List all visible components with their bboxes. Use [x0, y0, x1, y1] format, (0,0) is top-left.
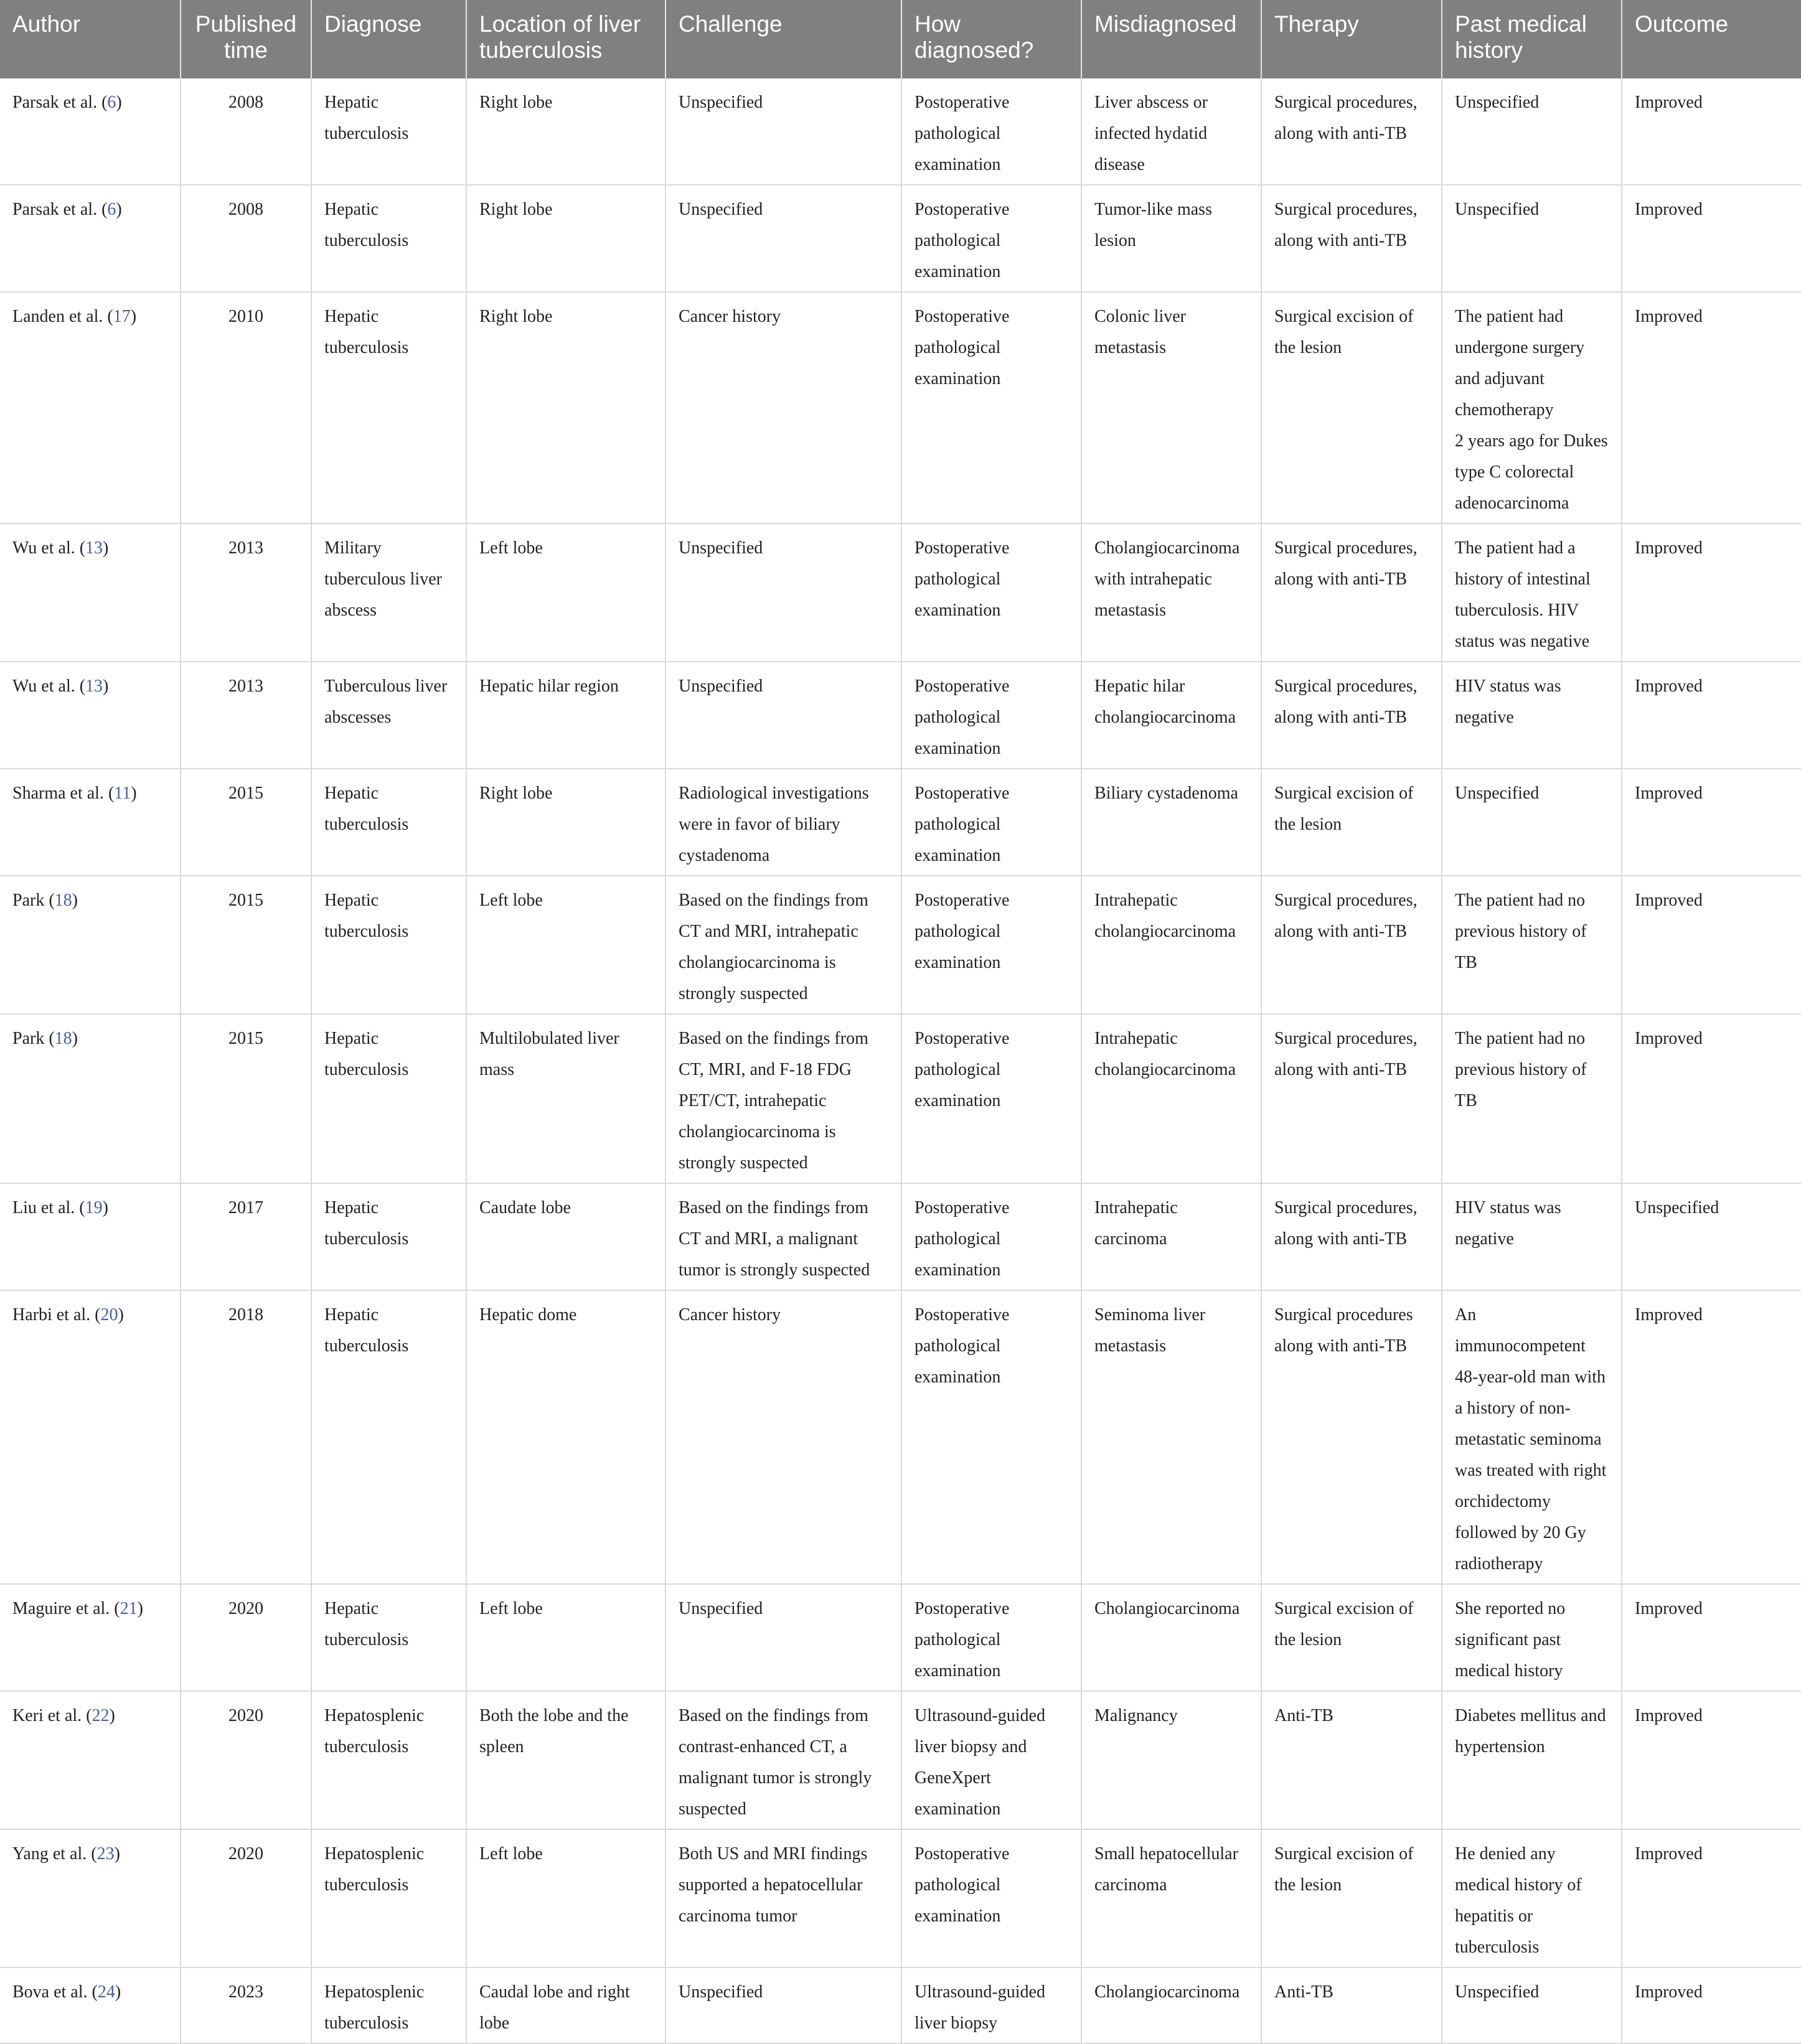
published-time-cell: 2023 — [181, 1967, 311, 2043]
diagnose-cell: Hepatic tuberculosis — [311, 185, 466, 292]
reference-link[interactable]: 18 — [54, 891, 72, 910]
misdiagnosed-cell: Tumor-like mass lesion — [1081, 185, 1261, 292]
therapy-cell: Surgical excision of the lesion — [1261, 292, 1442, 523]
diagnose-cell: Tuberculous liver abscesses — [311, 662, 466, 769]
table-row — [0, 78, 1801, 185]
reference-link[interactable]: 22 — [92, 1706, 110, 1725]
published-time-cell: 2015 — [181, 1014, 311, 1183]
challenge-cell: Cancer history — [665, 292, 901, 523]
past-medical-history-cell: Unspecified — [1442, 1967, 1622, 2043]
therapy-cell: Surgical procedures, along with anti-TB — [1261, 185, 1442, 292]
reference-link[interactable]: 21 — [120, 1599, 138, 1618]
challenge-cell: Based on the findings from contrast-enhanced CT, a malignant tumor is strongly suspected — [665, 1691, 901, 1829]
reference-link[interactable]: 19 — [85, 1198, 103, 1217]
published-time-cell: 2015 — [181, 876, 311, 1014]
reference-close-paren: ) — [137, 1599, 143, 1618]
how-diagnosed-cell: Postoperative pathological examination — [901, 185, 1081, 292]
author-cell — [0, 1691, 181, 1829]
misdiagnosed-cell: Small hepatocellular carcinoma — [1081, 1829, 1261, 1967]
column-header-how-diagnosed: How diagnosed? — [901, 0, 1081, 78]
author-cell — [0, 1183, 181, 1290]
how-diagnosed-cell: Postoperative pathological examination — [901, 1014, 1081, 1183]
diagnose-cell: Hepatic tuberculosis — [311, 292, 466, 523]
table-row — [0, 769, 1801, 876]
location-cell: Left lobe — [466, 1584, 665, 1691]
author-cell — [0, 1584, 181, 1691]
past-medical-history-cell: HIV status was negative — [1442, 1183, 1622, 1290]
table-row — [0, 1584, 1801, 1691]
author-name: Harbi et al. ( — [12, 1305, 101, 1324]
table-row — [0, 1290, 1801, 1584]
past-medical-history-cell: He denied any medical history of hepatitis or tuberculosis — [1442, 1829, 1622, 1967]
diagnose-cell: Hepatic tuberculosis — [311, 876, 466, 1014]
past-medical-history-cell: The patient had no previous history of TB — [1442, 876, 1622, 1014]
author-name: Keri et al. ( — [12, 1706, 92, 1725]
past-medical-history-cell: She reported no significant past medical history — [1442, 1584, 1622, 1691]
reference-link[interactable]: 17 — [113, 307, 131, 326]
table-row — [0, 1967, 1801, 2043]
misdiagnosed-cell: Cholangiocarcinoma — [1081, 1967, 1261, 2043]
column-header-past-medical-history: Past medical history — [1442, 0, 1622, 78]
therapy-cell: Surgical procedures along with anti-TB — [1261, 1290, 1442, 1584]
published-time-cell: 2015 — [181, 769, 311, 876]
how-diagnosed-cell: Ultrasound-guided liver biopsy and GeneXpert examination — [901, 1691, 1081, 1829]
reference-close-paren: ) — [130, 307, 137, 326]
how-diagnosed-cell: Postoperative pathological examination — [901, 78, 1081, 185]
therapy-cell: Surgical procedures, along with anti-TB — [1261, 78, 1442, 185]
diagnose-cell: Hepatosplenic tuberculosis — [311, 1967, 466, 2043]
table-row — [0, 1183, 1801, 1290]
location-cell: Right lobe — [466, 292, 665, 523]
table-header-row — [0, 0, 1801, 78]
author-name: Liu et al. ( — [12, 1198, 85, 1217]
reference-close-paren: ) — [72, 1029, 78, 1048]
author-cell — [0, 78, 181, 185]
past-medical-history-cell: The patient had no previous history of TB — [1442, 1014, 1622, 1183]
past-medical-history-cell: Unspecified — [1442, 185, 1622, 292]
author-name: Parsak et al. ( — [12, 200, 108, 219]
author-cell — [0, 1967, 181, 2043]
how-diagnosed-cell: Postoperative pathological examination — [901, 292, 1081, 523]
author-name: Park ( — [12, 1029, 55, 1048]
outcome-cell: Improved — [1622, 523, 1801, 662]
reference-close-paren: ) — [116, 200, 122, 219]
how-diagnosed-cell: Postoperative pathological examination — [901, 1183, 1081, 1290]
author-cell — [0, 523, 181, 662]
reference-link[interactable]: 6 — [107, 200, 116, 219]
location-cell: Caudal lobe and right lobe — [466, 1967, 665, 2043]
outcome-cell: Improved — [1622, 185, 1801, 292]
location-cell: Right lobe — [466, 78, 665, 185]
outcome-cell: Improved — [1622, 662, 1801, 769]
author-cell — [0, 185, 181, 292]
how-diagnosed-cell: Postoperative pathological examination — [901, 769, 1081, 876]
outcome-cell: Improved — [1622, 1014, 1801, 1183]
past-medical-history-cell: The patient had undergone surgery and adjuvant chemotherapy 2 years ago for Dukes type C colorectal adenocarcinoma — [1442, 292, 1622, 523]
therapy-cell: Surgical procedures, along with anti-TB — [1261, 523, 1442, 662]
outcome-cell: Improved — [1622, 1584, 1801, 1691]
reference-link[interactable]: 13 — [85, 677, 103, 696]
outcome-cell: Improved — [1622, 1829, 1801, 1967]
misdiagnosed-cell: Cholangiocarcinoma — [1081, 1584, 1261, 1691]
reference-link[interactable]: 23 — [96, 1844, 115, 1864]
diagnose-cell: Hepatic tuberculosis — [311, 1183, 466, 1290]
table-row — [0, 292, 1801, 523]
published-time-cell: 2013 — [181, 662, 311, 769]
table-body — [0, 78, 1801, 2043]
misdiagnosed-cell: Colonic liver metastasis — [1081, 292, 1261, 523]
outcome-cell: Unspecified — [1622, 1183, 1801, 1290]
reference-close-paren: ) — [118, 1305, 124, 1324]
how-diagnosed-cell: Ultrasound-guided liver biopsy — [901, 1967, 1081, 2043]
table-row — [0, 185, 1801, 292]
how-diagnosed-cell: Postoperative pathological examination — [901, 1829, 1081, 1967]
outcome-cell: Improved — [1622, 1691, 1801, 1829]
author-cell — [0, 1829, 181, 1967]
reference-close-paren: ) — [131, 784, 137, 803]
diagnose-cell: Military tuberculous liver abscess — [311, 523, 466, 662]
author-name: Sharma et al. ( — [12, 784, 115, 803]
challenge-cell: Based on the findings from CT and MRI, a malignant tumor is strongly suspected — [665, 1183, 901, 1290]
past-medical-history-cell: Diabetes mellitus and hypertension — [1442, 1691, 1622, 1829]
reference-link[interactable]: 13 — [85, 538, 103, 558]
misdiagnosed-cell: Hepatic hilar cholangiocarcinoma — [1081, 662, 1261, 769]
therapy-cell: Surgical excision of the lesion — [1261, 769, 1442, 876]
table-row — [0, 1014, 1801, 1183]
reference-close-paren: ) — [114, 1844, 120, 1864]
reference-link[interactable]: 11 — [114, 784, 131, 803]
challenge-cell: Unspecified — [665, 185, 901, 292]
published-time-cell: 2008 — [181, 78, 311, 185]
reference-link[interactable]: 20 — [100, 1305, 118, 1324]
diagnose-cell: Hepatic tuberculosis — [311, 78, 466, 185]
author-cell — [0, 1014, 181, 1183]
author-name: Park ( — [12, 891, 55, 910]
location-cell: Left lobe — [466, 1829, 665, 1967]
reference-close-paren: ) — [109, 1706, 115, 1725]
past-medical-history-cell: Unspecified — [1442, 769, 1622, 876]
author-cell — [0, 876, 181, 1014]
challenge-cell: Unspecified — [665, 662, 901, 769]
author-name: Yang et al. ( — [12, 1844, 97, 1864]
author-cell — [0, 292, 181, 523]
challenge-cell: Unspecified — [665, 523, 901, 662]
table-row — [0, 876, 1801, 1014]
location-cell: Right lobe — [466, 185, 665, 292]
challenge-cell: Unspecified — [665, 1584, 901, 1691]
diagnose-cell: Hepatic tuberculosis — [311, 769, 466, 876]
diagnose-cell: Hepatosplenic tuberculosis — [311, 1691, 466, 1829]
diagnose-cell: Hepatic tuberculosis — [311, 1014, 466, 1183]
author-cell — [0, 662, 181, 769]
past-medical-history-cell: Unspecified — [1442, 78, 1622, 185]
reference-link[interactable]: 6 — [107, 93, 116, 112]
how-diagnosed-cell: Postoperative pathological examination — [901, 1584, 1081, 1691]
misdiagnosed-cell: Intrahepatic cholangiocarcinoma — [1081, 1014, 1261, 1183]
author-name: Wu et al. ( — [12, 538, 86, 558]
therapy-cell: Surgical excision of the lesion — [1261, 1584, 1442, 1691]
published-time-cell: 2020 — [181, 1584, 311, 1691]
location-cell: Left lobe — [466, 876, 665, 1014]
column-header-outcome: Outcome — [1622, 0, 1801, 78]
outcome-cell: Improved — [1622, 876, 1801, 1014]
location-cell: Left lobe — [466, 523, 665, 662]
author-cell — [0, 1290, 181, 1584]
misdiagnosed-cell: Intrahepatic carcinoma — [1081, 1183, 1261, 1290]
reference-link[interactable]: 24 — [97, 1982, 115, 2002]
column-header-challenge: Challenge — [665, 0, 901, 78]
author-cell — [0, 769, 181, 876]
how-diagnosed-cell: Postoperative pathological examination — [901, 1290, 1081, 1584]
reference-close-paren: ) — [115, 1982, 121, 2002]
column-header-diagnose: Diagnose — [311, 0, 466, 78]
outcome-cell: Improved — [1622, 78, 1801, 185]
reference-link[interactable]: 18 — [54, 1029, 72, 1048]
published-time-cell: 2020 — [181, 1829, 311, 1967]
outcome-cell: Improved — [1622, 769, 1801, 876]
published-time-cell: 2017 — [181, 1183, 311, 1290]
challenge-cell: Both US and MRI findings supported a hepatocellular carcinoma tumor — [665, 1829, 901, 1967]
location-cell: Caudate lobe — [466, 1183, 665, 1290]
location-cell: Hepatic hilar region — [466, 662, 665, 769]
therapy-cell: Surgical procedures, along with anti-TB — [1261, 662, 1442, 769]
reference-close-paren: ) — [72, 891, 78, 910]
column-header-therapy: Therapy — [1261, 0, 1442, 78]
outcome-cell: Improved — [1622, 1290, 1801, 1584]
diagnose-cell: Hepatic tuberculosis — [311, 1584, 466, 1691]
challenge-cell: Based on the findings from CT, MRI, and F-18 FDG PET/CT, intrahepatic cholangiocarcinoma is strongly suspected — [665, 1014, 901, 1183]
therapy-cell: Surgical excision of the lesion — [1261, 1829, 1442, 1967]
misdiagnosed-cell: Intrahepatic cholangiocarcinoma — [1081, 876, 1261, 1014]
misdiagnosed-cell: Seminoma liver metastasis — [1081, 1290, 1261, 1584]
column-header-author: Author — [0, 0, 181, 78]
table-row — [0, 662, 1801, 769]
location-cell: Both the lobe and the spleen — [466, 1691, 665, 1829]
challenge-cell: Unspecified — [665, 1967, 901, 2043]
challenge-cell: Radiological investigations were in favor of biliary cystadenoma — [665, 769, 901, 876]
author-name: Parsak et al. ( — [12, 93, 108, 112]
column-header-misdiagnosed: Misdiagnosed — [1081, 0, 1261, 78]
therapy-cell: Anti-TB — [1261, 1967, 1442, 2043]
therapy-cell: Surgical procedures, along with anti-TB — [1261, 876, 1442, 1014]
published-time-cell: 2010 — [181, 292, 311, 523]
challenge-cell: Cancer history — [665, 1290, 901, 1584]
how-diagnosed-cell: Postoperative pathological examination — [901, 662, 1081, 769]
past-medical-history-cell: An immunocompetent 48-year-old man with a history of non-metastatic seminoma was treated with right orchidectomy followed by 20 Gy radiotherapy — [1442, 1290, 1622, 1584]
how-diagnosed-cell: Postoperative pathological examination — [901, 876, 1081, 1014]
reference-close-paren: ) — [103, 538, 109, 558]
table-row — [0, 1829, 1801, 1967]
location-cell: Hepatic dome — [466, 1290, 665, 1584]
past-medical-history-cell: The patient had a history of intestinal tuberculosis. HIV status was negative — [1442, 523, 1622, 662]
diagnose-cell: Hepatic tuberculosis — [311, 1290, 466, 1584]
column-header-published-time: Published time — [181, 0, 311, 78]
author-name: Landen et al. ( — [12, 307, 113, 326]
misdiagnosed-cell: Liver abscess or infected hydatid disease — [1081, 78, 1261, 185]
reference-close-paren: ) — [103, 677, 109, 696]
location-cell: Right lobe — [466, 769, 665, 876]
author-name: Maguire et al. ( — [12, 1599, 120, 1618]
how-diagnosed-cell: Postoperative pathological examination — [901, 523, 1081, 662]
past-medical-history-cell: HIV status was negative — [1442, 662, 1622, 769]
published-time-cell: 2020 — [181, 1691, 311, 1829]
author-name: Bova et al. ( — [12, 1982, 98, 2002]
therapy-cell: Surgical procedures, along with anti-TB — [1261, 1183, 1442, 1290]
challenge-cell: Unspecified — [665, 78, 901, 185]
outcome-cell: Improved — [1622, 1967, 1801, 2043]
table-row — [0, 523, 1801, 662]
therapy-cell: Anti-TB — [1261, 1691, 1442, 1829]
author-name: Wu et al. ( — [12, 677, 86, 696]
column-header-location: Location of liver tuberculosis — [466, 0, 665, 78]
diagnose-cell: Hepatosplenic tuberculosis — [311, 1829, 466, 1967]
published-time-cell: 2018 — [181, 1290, 311, 1584]
reference-close-paren: ) — [116, 93, 122, 112]
reference-close-paren: ) — [102, 1198, 108, 1217]
published-time-cell: 2008 — [181, 185, 311, 292]
table-row — [0, 1691, 1801, 1829]
outcome-cell: Improved — [1622, 292, 1801, 523]
challenge-cell: Based on the findings from CT and MRI, intrahepatic cholangiocarcinoma is strongly suspected — [665, 876, 901, 1014]
misdiagnosed-cell: Malignancy — [1081, 1691, 1261, 1829]
published-time-cell: 2013 — [181, 523, 311, 662]
misdiagnosed-cell: Biliary cystadenoma — [1081, 769, 1261, 876]
location-cell: Multilobulated liver mass — [466, 1014, 665, 1183]
misdiagnosed-cell: Cholangiocarcinoma with intrahepatic metastasis — [1081, 523, 1261, 662]
therapy-cell: Surgical procedures, along with anti-TB — [1261, 1014, 1442, 1183]
